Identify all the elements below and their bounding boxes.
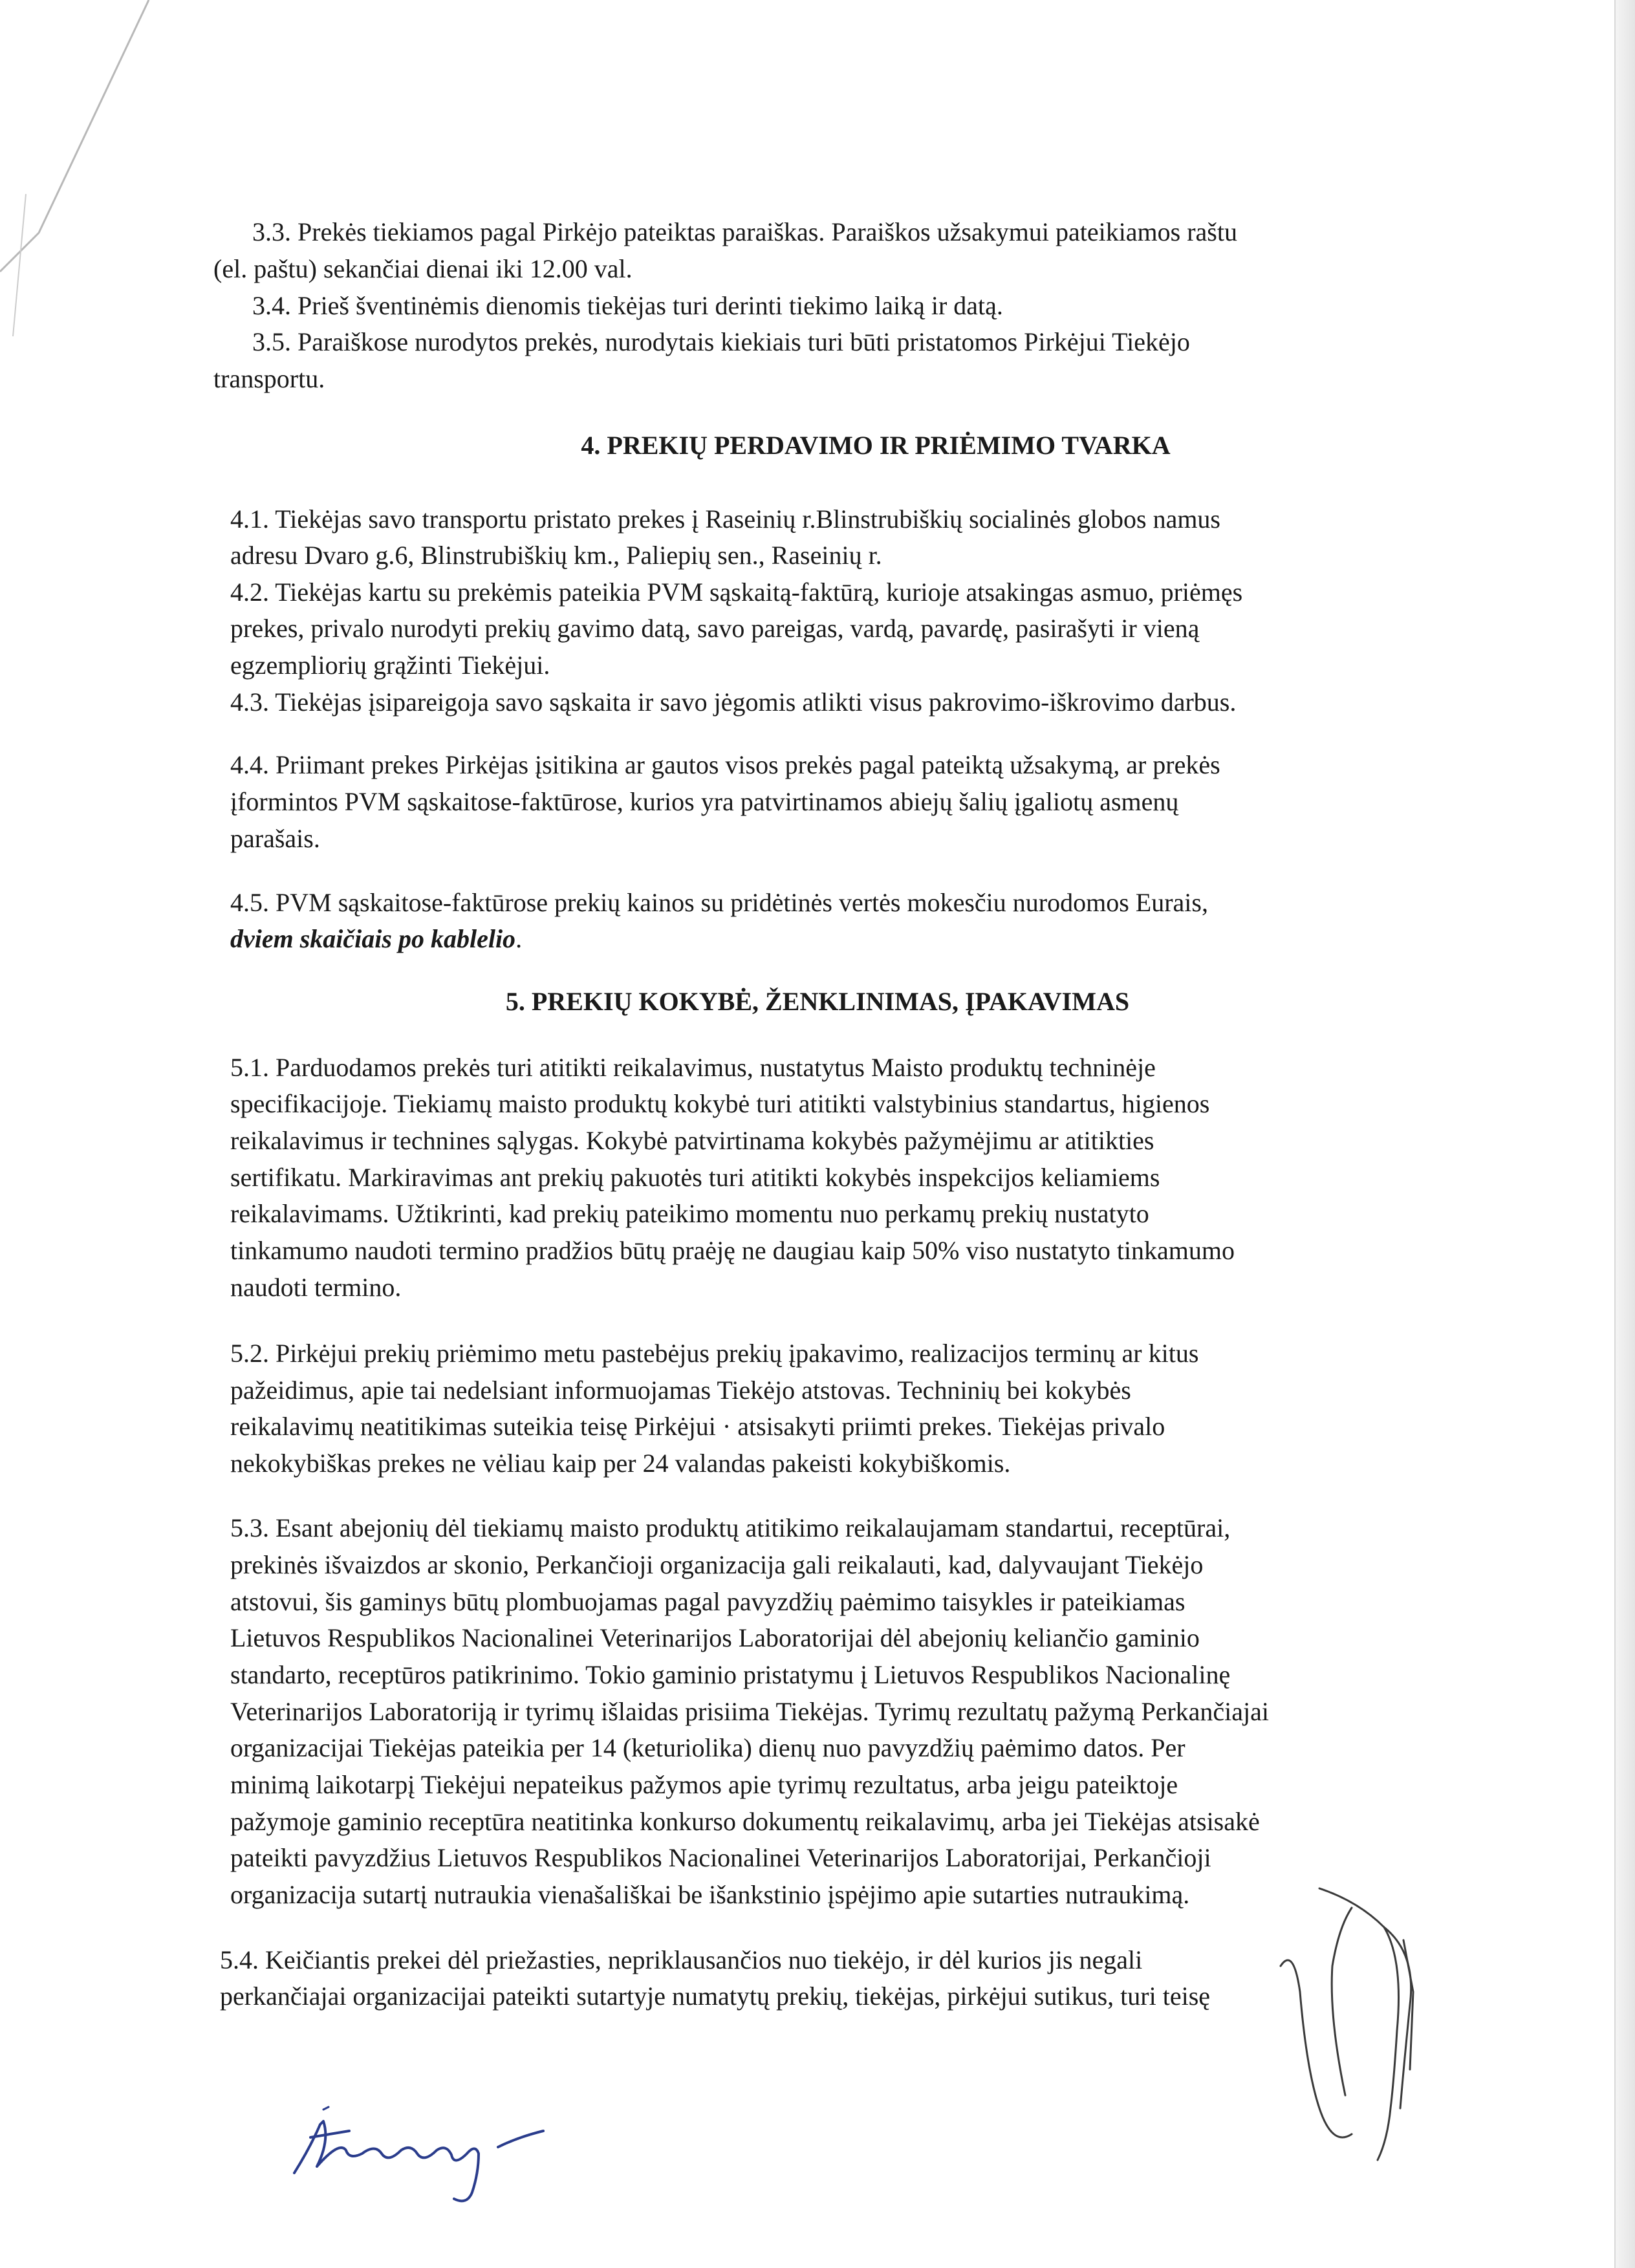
section-4-heading: 4. PREKIŲ PERDAVIMO IR PRIĖMIMO TVARKA bbox=[581, 431, 1171, 460]
paragraph-4-4-cont1: įformintos PVM sąskaitose-faktūrose, kurios yra patvirtinamos abiejų šalių įgaliotų asmenų bbox=[230, 787, 1179, 816]
paragraph-5-2: 5.2. Pirkėjui prekių priėmimo metu pastebėjus prekių įpakavimo, realizacijos terminų ar kitus bbox=[230, 1339, 1199, 1368]
paragraph-4-5-emphasis: dviem skaičiais po kablelio bbox=[230, 924, 516, 953]
paragraph-4-3: 4.3. Tiekėjas įsipareigoja savo sąskaita ir savo jėgomis atlikti visus pakrovimo-iškrovimo darbus. bbox=[230, 687, 1237, 717]
paragraph-5-3: 5.3. Esant abejonių dėl tiekiamų maisto produktų atitikimo reikalaujamam standartui, receptūrai, bbox=[230, 1513, 1231, 1542]
paragraph-5-3-cont10: organizacija sutartį nutraukia vienašališkai be išankstinio įspėjimo apie sutarties nutraukimą. bbox=[230, 1880, 1190, 1909]
paragraph-5-1: 5.1. Parduodamos prekės turi atitikti reikalavimus, nustatytus Maisto produktų techninėje bbox=[230, 1053, 1156, 1082]
paragraph-5-3-cont7: minimą laikotarpį Tiekėjui nepateikus pažymos apie tyrimų rezultatus, arba jeigu pateiktoje bbox=[230, 1770, 1178, 1799]
paragraph-5-1-cont2: reikalavimus ir technines sąlygas. Kokybė patvirtinama kokybės pažymėjimu ar atitikties bbox=[230, 1126, 1154, 1155]
paragraph-5-3-cont6: organizacijai Tiekėjas pateikia per 14 (keturiolika) dienų nuo pavyzdžių paėmimo datos. Per bbox=[230, 1733, 1186, 1762]
paragraph-5-1-cont5: tinkamumo naudoti termino pradžios būtų praėję ne daugiau kaip 50% viso nustatyto tinkamumo bbox=[230, 1236, 1235, 1265]
paragraph-5-2-cont1: pažeidimus, apie tai nedelsiant informuojamas Tiekėjo atstovas. Techninių bei kokybės bbox=[230, 1376, 1131, 1405]
paragraph-5-3-cont5: Veterinarijos Laboratoriją ir tyrimų išlaidas prisiima Tiekėjas. Tyrimų rezultatų pažymą Perkančiajai bbox=[230, 1697, 1270, 1726]
paragraph-5-2-cont3: nekokybiškas prekes ne vėliau kaip per 24 valandas pakeisti kokybiškomis. bbox=[230, 1449, 1011, 1478]
signature-right bbox=[1255, 1798, 1449, 2173]
paragraph-5-1-cont3: sertifikatu. Markiravimas ant prekių pakuotės turi atitikti kokybės inspekcijos keliamiems bbox=[230, 1163, 1160, 1192]
paragraph-4-1: 4.1. Tiekėjas savo transportu pristato prekes į Raseinių r.Blinstrubiškių socialinės globos namus bbox=[230, 504, 1220, 534]
paragraph-5-4-cont: perkančiajai organizacijai pateikti sutartyje numatytų prekių, tiekėjas, pirkėjui sutikus, turi teisę bbox=[220, 1982, 1211, 2011]
section-5-heading: 5. PREKIŲ KOKYBĖ, ŽENKLINIMAS, ĮPAKAVIMAS bbox=[505, 987, 1130, 1016]
paragraph-5-3-cont1: prekinės išvaizdos ar skonio, Perkančioji organizacija gali reikalauti, kad, dalyvaujant Tiekėjo bbox=[230, 1550, 1204, 1579]
paragraph-5-3-cont8: pažymoje gaminio receptūra neatitinka konkurso dokumentų reikalavimų, arba jei Tiekėjas atsisakė bbox=[230, 1807, 1260, 1836]
paragraph-4-4: 4.4. Priimant prekes Pirkėjas įsitikina ar gautos visos prekės pagal pateiktą užsakymą, ar prekės bbox=[230, 750, 1220, 779]
paragraph-3-4: 3.4. Prieš šventinėmis dienomis tiekėjas turi derinti tiekimo laiką ir datą. bbox=[252, 291, 1003, 320]
signature-left bbox=[285, 2102, 595, 2218]
paragraph-4-5-cont bbox=[230, 922, 522, 956]
paragraph-5-2-cont2: reikalavimų neatitikimas suteikia teisę Pirkėjui · atsisakyti priimti prekes. Tiekėjas privalo bbox=[230, 1412, 1165, 1441]
paragraph-5-3-cont3: Lietuvos Respublikos Nacionalinei Veterinarijos Laboratorijai dėl abejonių keliančio gaminio bbox=[230, 1623, 1200, 1652]
paragraph-5-1-cont4: reikalavimams. Užtikrinti, kad prekių pateikimo momentu nuo perkamų prekių nustatyto bbox=[230, 1199, 1149, 1228]
paragraph-5-4: 5.4. Keičiantis prekei dėl priežasties, nepriklausančios nuo tiekėjo, ir dėl kurios jis negali bbox=[220, 1945, 1143, 1974]
paragraph-3-3-cont: (el. paštu) sekančiai dienai iki 12.00 val. bbox=[213, 254, 633, 283]
paragraph-4-4-cont2: parašais. bbox=[230, 824, 320, 853]
paragraph-4-2: 4.2. Tiekėjas kartu su prekėmis pateikia PVM sąskaitą-faktūrą, kurioje atsakingas asmuo, priėmęs bbox=[230, 578, 1243, 607]
paragraph-3-5-cont: transportu. bbox=[213, 364, 325, 393]
paragraph-5-3-cont4: standarto, receptūros patikrinimo. Tokio gaminio pristatymu į Lietuvos Respublikos Nacionalinę bbox=[230, 1660, 1231, 1689]
paragraph-5-3-cont2: atstovui, šis gaminys būtų plombuojamas pagal pavyzdžių paėmimo taisykles ir pateikiamas bbox=[230, 1587, 1186, 1616]
paragraph-5-3-cont9: pateikti pavyzdžius Lietuvos Respublikos Nacionalinei Veterinarijos Laboratorijai, Perkančioji bbox=[230, 1843, 1211, 1872]
paragraph-5-1-cont1: specifikacijoje. Tiekiamų maisto produktų kokybė turi atitikti valstybinius standartus, higienos bbox=[230, 1089, 1210, 1118]
paragraph-4-5: 4.5. PVM sąskaitose-faktūrose prekių kainos su pridėtinės vertės mokesčiu nurodomos Eurais, bbox=[230, 888, 1208, 917]
paragraph-4-2-cont1: prekes, privalo nurodyti prekių gavimo datą, savo pareigas, vardą, pavardę, pasirašyti ir vieną bbox=[230, 614, 1200, 643]
paragraph-4-1-cont: adresu Dvaro g.6, Blinstrubiškių km., Paliepių sen., Raseinių r. bbox=[230, 541, 882, 570]
paragraph-3-3: 3.3. Prekės tiekiamos pagal Pirkėjo pateiktas paraiškas. Paraiškos užsakymui pateikiamos raštu bbox=[252, 217, 1237, 246]
paragraph-4-5-period: . bbox=[515, 924, 523, 953]
paragraph-4-2-cont2: egzempliorių grąžinti Tiekėjui. bbox=[230, 651, 550, 680]
paragraph-3-5: 3.5. Paraiškose nurodytos prekės, nurodytais kiekiais turi būti pristatomos Pirkėjui Tiekėjo bbox=[252, 327, 1190, 356]
paragraph-5-1-cont6: naudoti termino. bbox=[230, 1273, 402, 1302]
